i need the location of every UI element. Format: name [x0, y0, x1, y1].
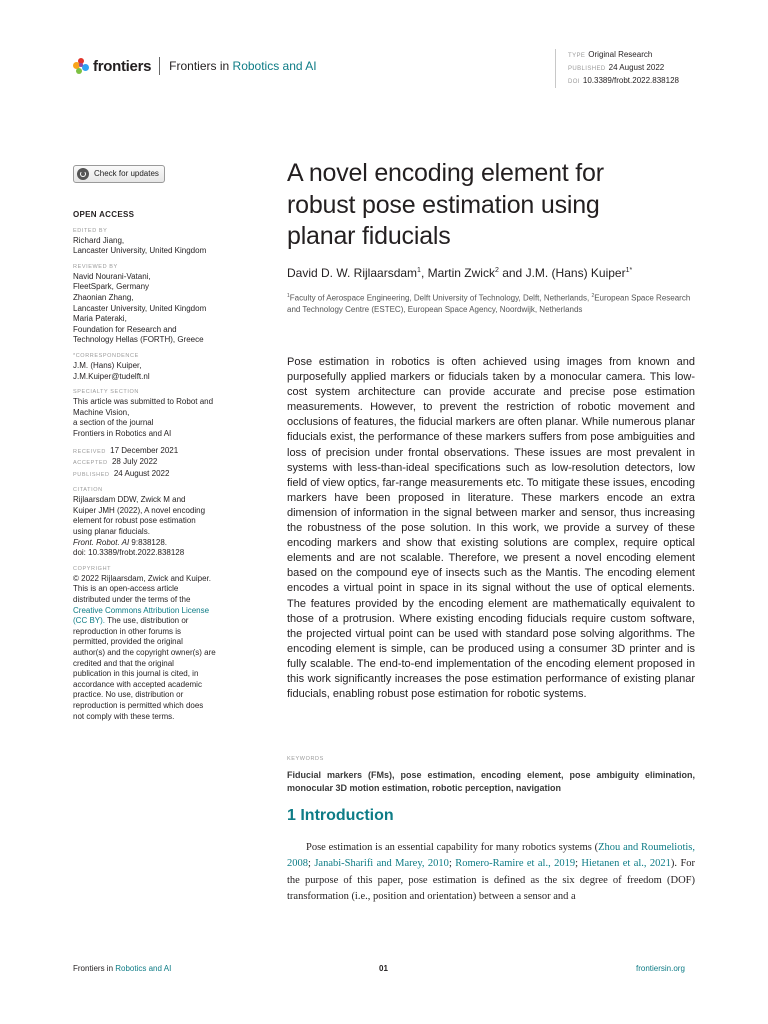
received-date: 17 December 2021 [110, 445, 179, 455]
copyright-section: COPYRIGHT © 2022 Rijlaarsdam, Zwick and Kuiper. This is an open-access article distributed under the terms of the Creative Commons Attribution License (CC BY). The use, distribution or reproduction in other forums is permitted, provided the original author(s) and the copyright owner(s) are credited and that the original publication in this journal is cited, in accordance with accepted academic practice. No use, distribution or reproduction is permitted which does not comply with these terms. [73, 565, 243, 722]
footer-journal[interactable]: Frontiers in Robotics and AI [73, 964, 172, 973]
check-for-updates-button[interactable]: Check for updates [73, 165, 165, 183]
refresh-icon [77, 168, 89, 180]
article-sidebar [73, 165, 243, 728]
article-title: A novel encoding element for robust pose estimation using planar fiducials [287, 159, 604, 250]
edited-by-section: EDITED BY Richard Jiang, Lancaster University, United Kingdom [73, 227, 207, 256]
abstract: Pose estimation in robotics is often achieved using images from known and purposefully applied markers or fiducials taken by a monocular camera. This low-cost system architecture can provide accurate and precise pose estimation measurements. However, to prevent the restriction of robotic movement and occlusions of features, the fiducial markers are often planar. While numerous planar fiducials exist, the performance of these markers suffers from pose ambiguities and loss of precision under frontal observations. These issues are most prevalent in systems with less-than-ideal specifications such as low-resolution detectors, low field of view optics, far-range measurements etc. To mitigate these issues, encoding markers have been proposed in literature. These markers encode an extra dimension of information in the signal between marker and sensor, thus increasing the robustness of the pose solution. In this work, we provide a survey of these encoding markers and show that existing solutions are complex, require optical elements and are not scalable. Therefore, we present a novel encoding element based on the compound eye of insects such as the Mantis. The encoding element encodes a virtual point in space in its signal without the use of optical elements. The features provided by the encoding element are mathematically equivalent to those of a protrusion. Where existing encoding fiducials require custom software, the projected virtual point can be used with standard pose solving algorithms. The encoding element is simple, can be produced using a consumer 3D printer and is fully scalable. The end-to-end implementation of the encoding element proposed in this work significantly increases the pose estimation performance of existing planar fiducials, enabling robust pose estimation for robotic systems. [287, 356, 695, 701]
logo-divider [159, 57, 160, 75]
frontiers-logo-icon [73, 58, 90, 75]
published-date: 24 August 2022 [608, 63, 665, 72]
cc-by-link[interactable]: (CC BY). [73, 616, 105, 626]
citation-link[interactable]: Hietanen et al., 2021 [581, 858, 671, 870]
citation-link[interactable]: Janabi-Sharifi and Marey, 2010 [314, 858, 449, 870]
author-list: David D. W. Rijlaarsdam$^1$, Martin Zwick$^2$ and J.M. (Hans) Kuiper$^{1*}$ [287, 266, 633, 280]
section-heading: 1 Introduction [287, 807, 394, 824]
correspondence-section: *CORRESPONDENCE J.M. (Hans) Kuiper, J.M.Kuiper@tudelft.nl [73, 352, 243, 382]
page-number: 01 [379, 964, 388, 973]
doi-link[interactable]: 10.3389/frobt.2022.838128 [582, 76, 679, 85]
logo-wordmark: frontiers [93, 57, 152, 75]
specialty-section: SPECIALTY SECTION This article was submitted to Robot and Machine Vision, a section of the journal Frontiers in Robotics and AI [73, 389, 214, 438]
article-type: Original Research [588, 50, 653, 59]
correspondence-email[interactable]: J.M.Kuiper@tudelft.nl [73, 371, 150, 381]
intro-paragraph: Pose estimation is an essential capability for many robotics systems (Zhou and Roumeliotis, 2008; Janabi-Sharifi and Marey, 2010; Romero-Ramire et al., 2019; Hietanen et al., 2021). For the purpose of this paper, pose estimation is defined as the six degree of freedom (DOF) transformation (i.e., position and orientation) between a sensor and a [287, 842, 696, 903]
citation-section: CITATION Rijlaarsdam DDW, Zwick M and Kuiper JMH (2022), A novel encoding element for robust pose estimation using planar fiducials. Front. Robot. AI 9:838128. doi: 10.3389/frobt.2022.838128 [73, 486, 243, 559]
citation-doi[interactable]: doi: 10.3389/frobt.2022.838128 [73, 548, 185, 558]
author-name[interactable]: Martin Zwick [427, 266, 495, 280]
reviewed-by-section: REVIEWED BY Navid Nourani-Vatani, FleetSpark, Germany Zhaonian Zhang, Lancaster University, United Kingdom Maria Pateraki, Foundation for Research and Technology Hellas (FORTH), Greece [73, 263, 207, 345]
keywords: Fiducial markers (FMs), pose estimation, encoding element, pose ambiguity elimination, monocular 3D motion estimation, robotic perception, navigation [287, 770, 695, 793]
frontiersin-link[interactable]: frontiersin.org [636, 964, 685, 973]
open-access-label: OPEN ACCESS [73, 210, 135, 219]
author-name[interactable]: David D. W. Rijlaarsdam [287, 266, 418, 280]
citation-link[interactable]: Romero-Ramire et al., 2019 [455, 858, 576, 870]
frontiers-logo[interactable] [73, 57, 317, 75]
article-meta: TYPE Original Research PUBLISHED 24 August 2022 DOI 10.3389/frobt.2022.838128 [555, 49, 679, 88]
affiliations: $^1$Faculty of Aerospace Engineering, Delft University of Technology, Delft, Netherlands, $^2$European Space Research and Technology Centre (ESTEC), European Space Agency, Noordwijk, Netherlands [287, 293, 691, 314]
citation-link[interactable]: Zhou and Roumeliotis, 2008 [287, 842, 695, 870]
author-name[interactable]: J.M. (Hans) Kuiper [525, 266, 626, 280]
accepted-date: 28 July 2022 [111, 457, 158, 467]
cc-by-license-link[interactable]: Creative Commons Attribution License [73, 605, 210, 615]
dates-section: RECEIVED 17 December 2021 ACCEPTED 28 July 2022 PUBLISHED 24 August 2022 [73, 445, 179, 478]
keywords-label: KEYWORDS [287, 756, 324, 762]
journal-name[interactable]: Frontiers in Robotics and AI [169, 59, 317, 73]
sidebar-published-date: 24 August 2022 [113, 468, 170, 478]
